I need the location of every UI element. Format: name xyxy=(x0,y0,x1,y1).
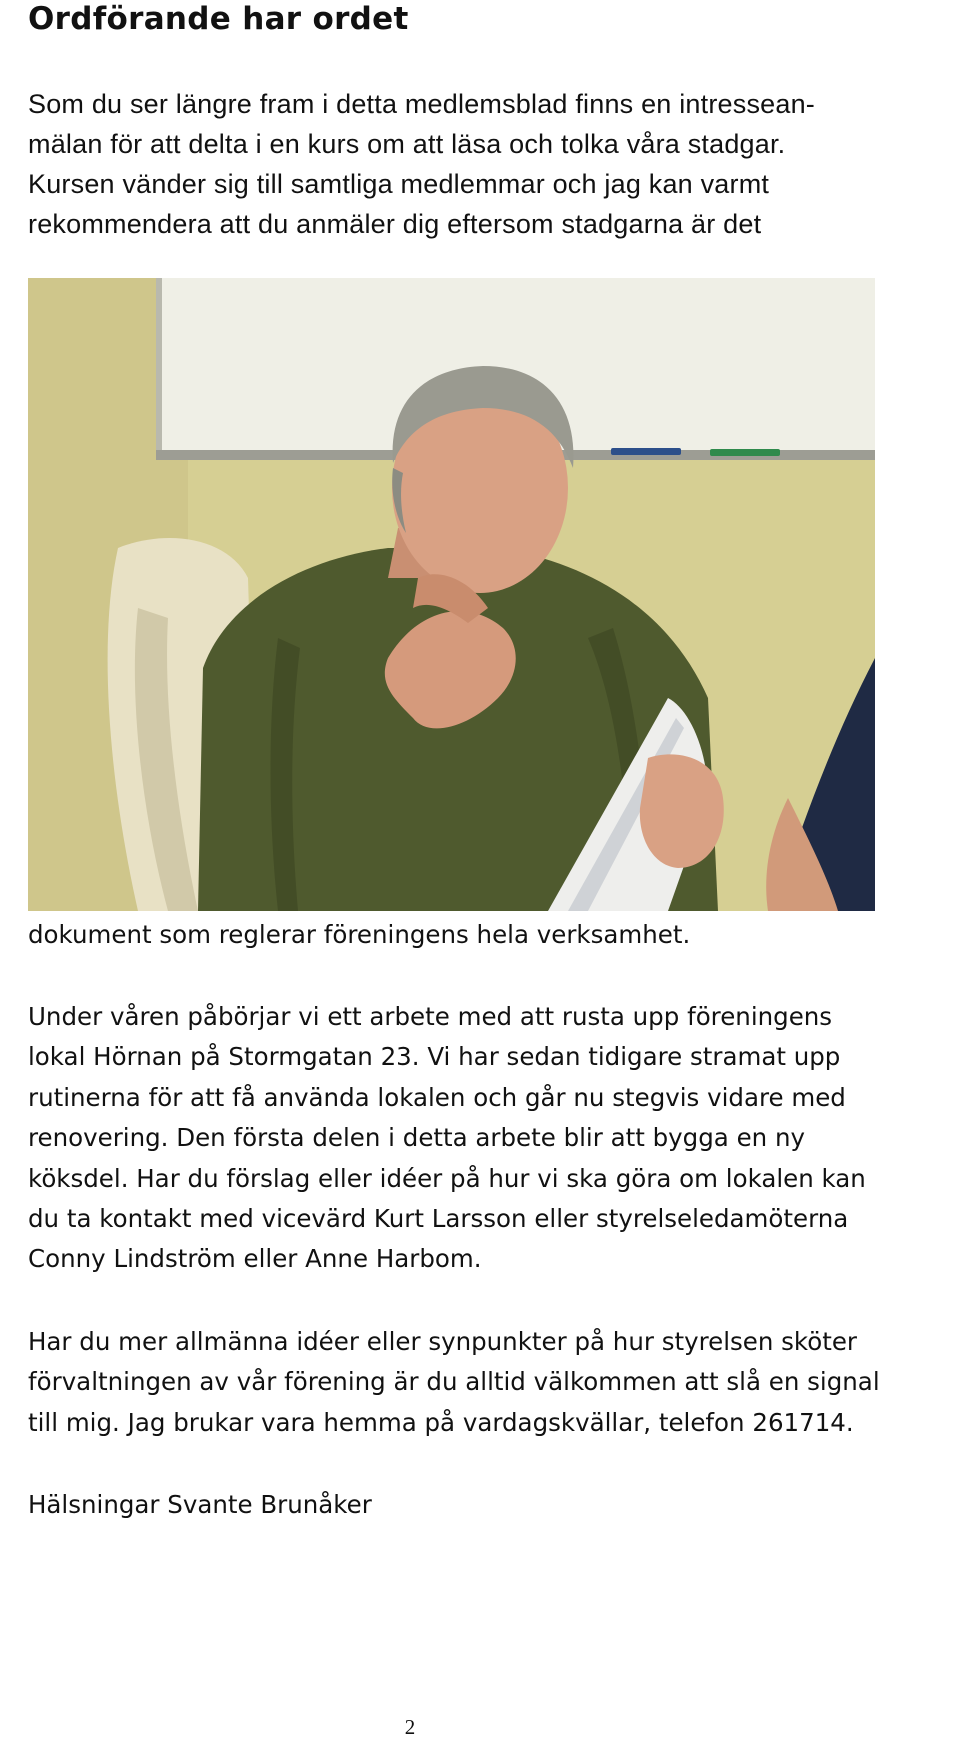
paragraph-2-line-5: köksdel. Har du förslag eller idéer på hur vi ska göra om lokalen kan xyxy=(28,1164,866,1193)
paragraph-2-line-3: rutinerna för att få använda lokalen och går nu stegvis vidare med xyxy=(28,1083,846,1112)
paragraph-3-line-2: förvaltningen av vår förening är du alltid välkommen att slå en signal xyxy=(28,1367,880,1396)
page-number: 2 xyxy=(404,1715,416,1739)
page-title: Ordförande har ordet xyxy=(28,1,409,37)
intro-line-1: Som du ser längre fram i detta medlemsblad finns en intressean- xyxy=(28,89,815,119)
paragraph-2-line-1: Under våren påbörjar vi ett arbete med att rusta upp föreningens xyxy=(28,1002,833,1031)
paragraph-2-line-7: Conny Lindström eller Anne Harbom. xyxy=(28,1244,482,1273)
signature: Hälsningar Svante Brunåker xyxy=(28,1490,372,1519)
paragraph-2-line-4: renovering. Den första delen i detta arbete blir att bygga en ny xyxy=(28,1123,805,1152)
paragraph-2-line-6: du ta kontakt med vicevärd Kurt Larsson eller styrelseledamöterna xyxy=(28,1204,849,1233)
photo-of-chairman-reading-icon xyxy=(28,278,875,911)
intro-line-3: Kursen vänder sig till samtliga medlemmar och jag kan varmt xyxy=(28,169,770,199)
intro-line-4: rekommendera att du anmäler dig eftersom stadgarna är det xyxy=(28,209,762,239)
paragraph-2-line-2: lokal Hörnan på Stormgatan 23. Vi har sedan tidigare stramat upp xyxy=(28,1042,841,1071)
chairman-photo xyxy=(28,278,875,911)
continuation-line: dokument som reglerar föreningens hela verksamhet. xyxy=(28,920,691,949)
paragraph-3-line-1: Har du mer allmänna idéer eller synpunkter på hur styrelsen sköter xyxy=(28,1327,857,1356)
intro-line-2: mälan för att delta i en kurs om att läsa och tolka våra stadgar. xyxy=(28,129,786,159)
paragraph-3-line-3: till mig. Jag brukar vara hemma på vardagskvällar, telefon 261714. xyxy=(28,1408,854,1437)
